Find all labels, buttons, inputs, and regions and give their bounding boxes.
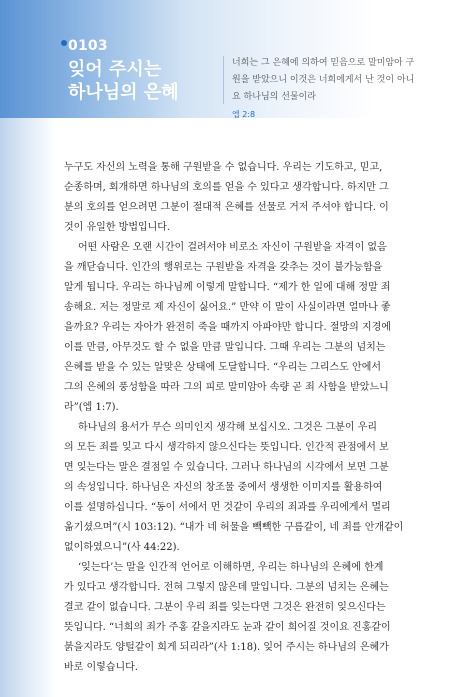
- body-line: 바로 이렇습니다.: [64, 662, 138, 673]
- scripture-verse: [232, 55, 432, 123]
- body-line: 옮기셨으며”(시 103:12). “내가 네 허물을 빽빽한 구름같이, 네 죄를 안개같이: [64, 522, 404, 533]
- bullet-dot-icon: [61, 40, 67, 46]
- body-line: 은혜를 받을 수 있는 알맞은 상태에 도달합니다. “우리는 그리스도 안에서: [64, 362, 382, 373]
- body-line: 가 있다고 생각합니다. 전혀 그렇지 않은데 말입니다. 그분의 넘치는 은혜는: [64, 582, 389, 593]
- body-line: 결코 같이 없습니다. 그분이 우리 죄를 잊는다면 그것은 완전히 잊으신다는: [64, 602, 386, 613]
- body-line: 분의 호의를 얻으려면 그분이 절대적 은혜를 선물로 거저 주셔야 합니다. 이: [64, 202, 389, 213]
- body-line: 그의 은혜의 풍성함을 따라 그의 피로 말미암아 속량 곧 죄 사함을 받았느니: [64, 382, 389, 393]
- body-line: 알게 됩니다. 우리는 하나님께 이렇게 말합니다. “제가 한 일에 대해 정말 죄: [64, 282, 391, 293]
- body-line: 의 속성입니다. 하나님은 자신의 창조물 중에서 생생한 이미지를 활용하여: [64, 482, 383, 493]
- body-line: 면 잊는다는 말은 결점일 수 있습니다. 그러나 하나님의 시각에서 보면 그분: [64, 462, 389, 473]
- verse-line: 원을 받았으니 이것은 너희에게서 난 것이 아니: [232, 75, 415, 85]
- verse-line-text: 요 하나님의 선물이라: [232, 92, 316, 102]
- body-line: 을까요? 우리는 자아가 완전히 죽을 때까지 아파야만 합니다. 절망의 지경에: [64, 322, 391, 333]
- lesson-title-line: 잊어 주시는: [68, 59, 162, 80]
- body-line: 을 깨닫습니다. 인간의 행위로는 구원받을 자격을 갖추는 것이 불가능함을: [64, 262, 383, 273]
- lesson-number: 0103: [68, 38, 108, 54]
- body-line: 뜻입니다. “너희의 죄가 주홍 같을지라도 눈과 같이 희어질 것이요 진홍같이: [64, 622, 391, 633]
- body-line: 하나님의 용서가 무슨 의미인지 생각해 보십시오. 그것은 그분이 우리: [78, 422, 378, 433]
- body-line: 것이 유일한 방법입니다.: [64, 222, 171, 233]
- verse-line: 너희는 그 은혜에 의하여 믿음으로 말미암아 구: [232, 58, 415, 68]
- body-line: 이를 만큼, 아무것도 할 수 없을 만큼 말입니다. 그때 우리는 그분의 넘치는: [64, 342, 386, 353]
- body-line: 붉을지라도 양털같이 희게 되리라”(사 1:18). 잊어 주시는 하나님의 은혜가: [64, 642, 389, 653]
- body-line: 라”(엡 1:7).: [64, 402, 119, 413]
- header-divider: [223, 56, 224, 104]
- lesson-title: [68, 58, 179, 104]
- body-line: ‘잊는다’는 말을 인간적 언어로 이해하면, 우리는 하나님의 은혜에 한계: [78, 562, 384, 573]
- body-text: [64, 158, 409, 678]
- lesson-title-line: 하나님의 은혜: [68, 82, 179, 103]
- verse-reference: 엡 2:8: [232, 110, 256, 119]
- body-line: 이를 설명하십니다. “동이 서에서 먼 것같이 우리의 죄과를 우리에게서 멀리: [64, 502, 391, 513]
- body-line: 순종하며, 회개하면 하나님의 호의를 얻을 수 있다고 생각합니다. 하지만 그: [64, 182, 389, 193]
- body-line: 어떤 사람은 오랜 시간이 걸려서야 비로소 자신이 구원받을 자격이 없음: [78, 242, 387, 253]
- body-line: 송해요. 저는 정말로 제 자신이 싫어요.” 만약 이 말이 사실이라면 얼마나 좋: [64, 302, 391, 313]
- body-line: 누구도 자신의 노력을 통해 구원받을 수 없습니다. 우리는 기도하고, 믿고,: [64, 162, 383, 173]
- body-line: 의 모든 죄를 잊고 다시 생각하지 않으신다는 뜻입니다. 인간적 관점에서 보: [64, 442, 389, 453]
- verse-line: [232, 89, 432, 123]
- body-line: 없이하였으니”(사 44:22).: [64, 542, 180, 553]
